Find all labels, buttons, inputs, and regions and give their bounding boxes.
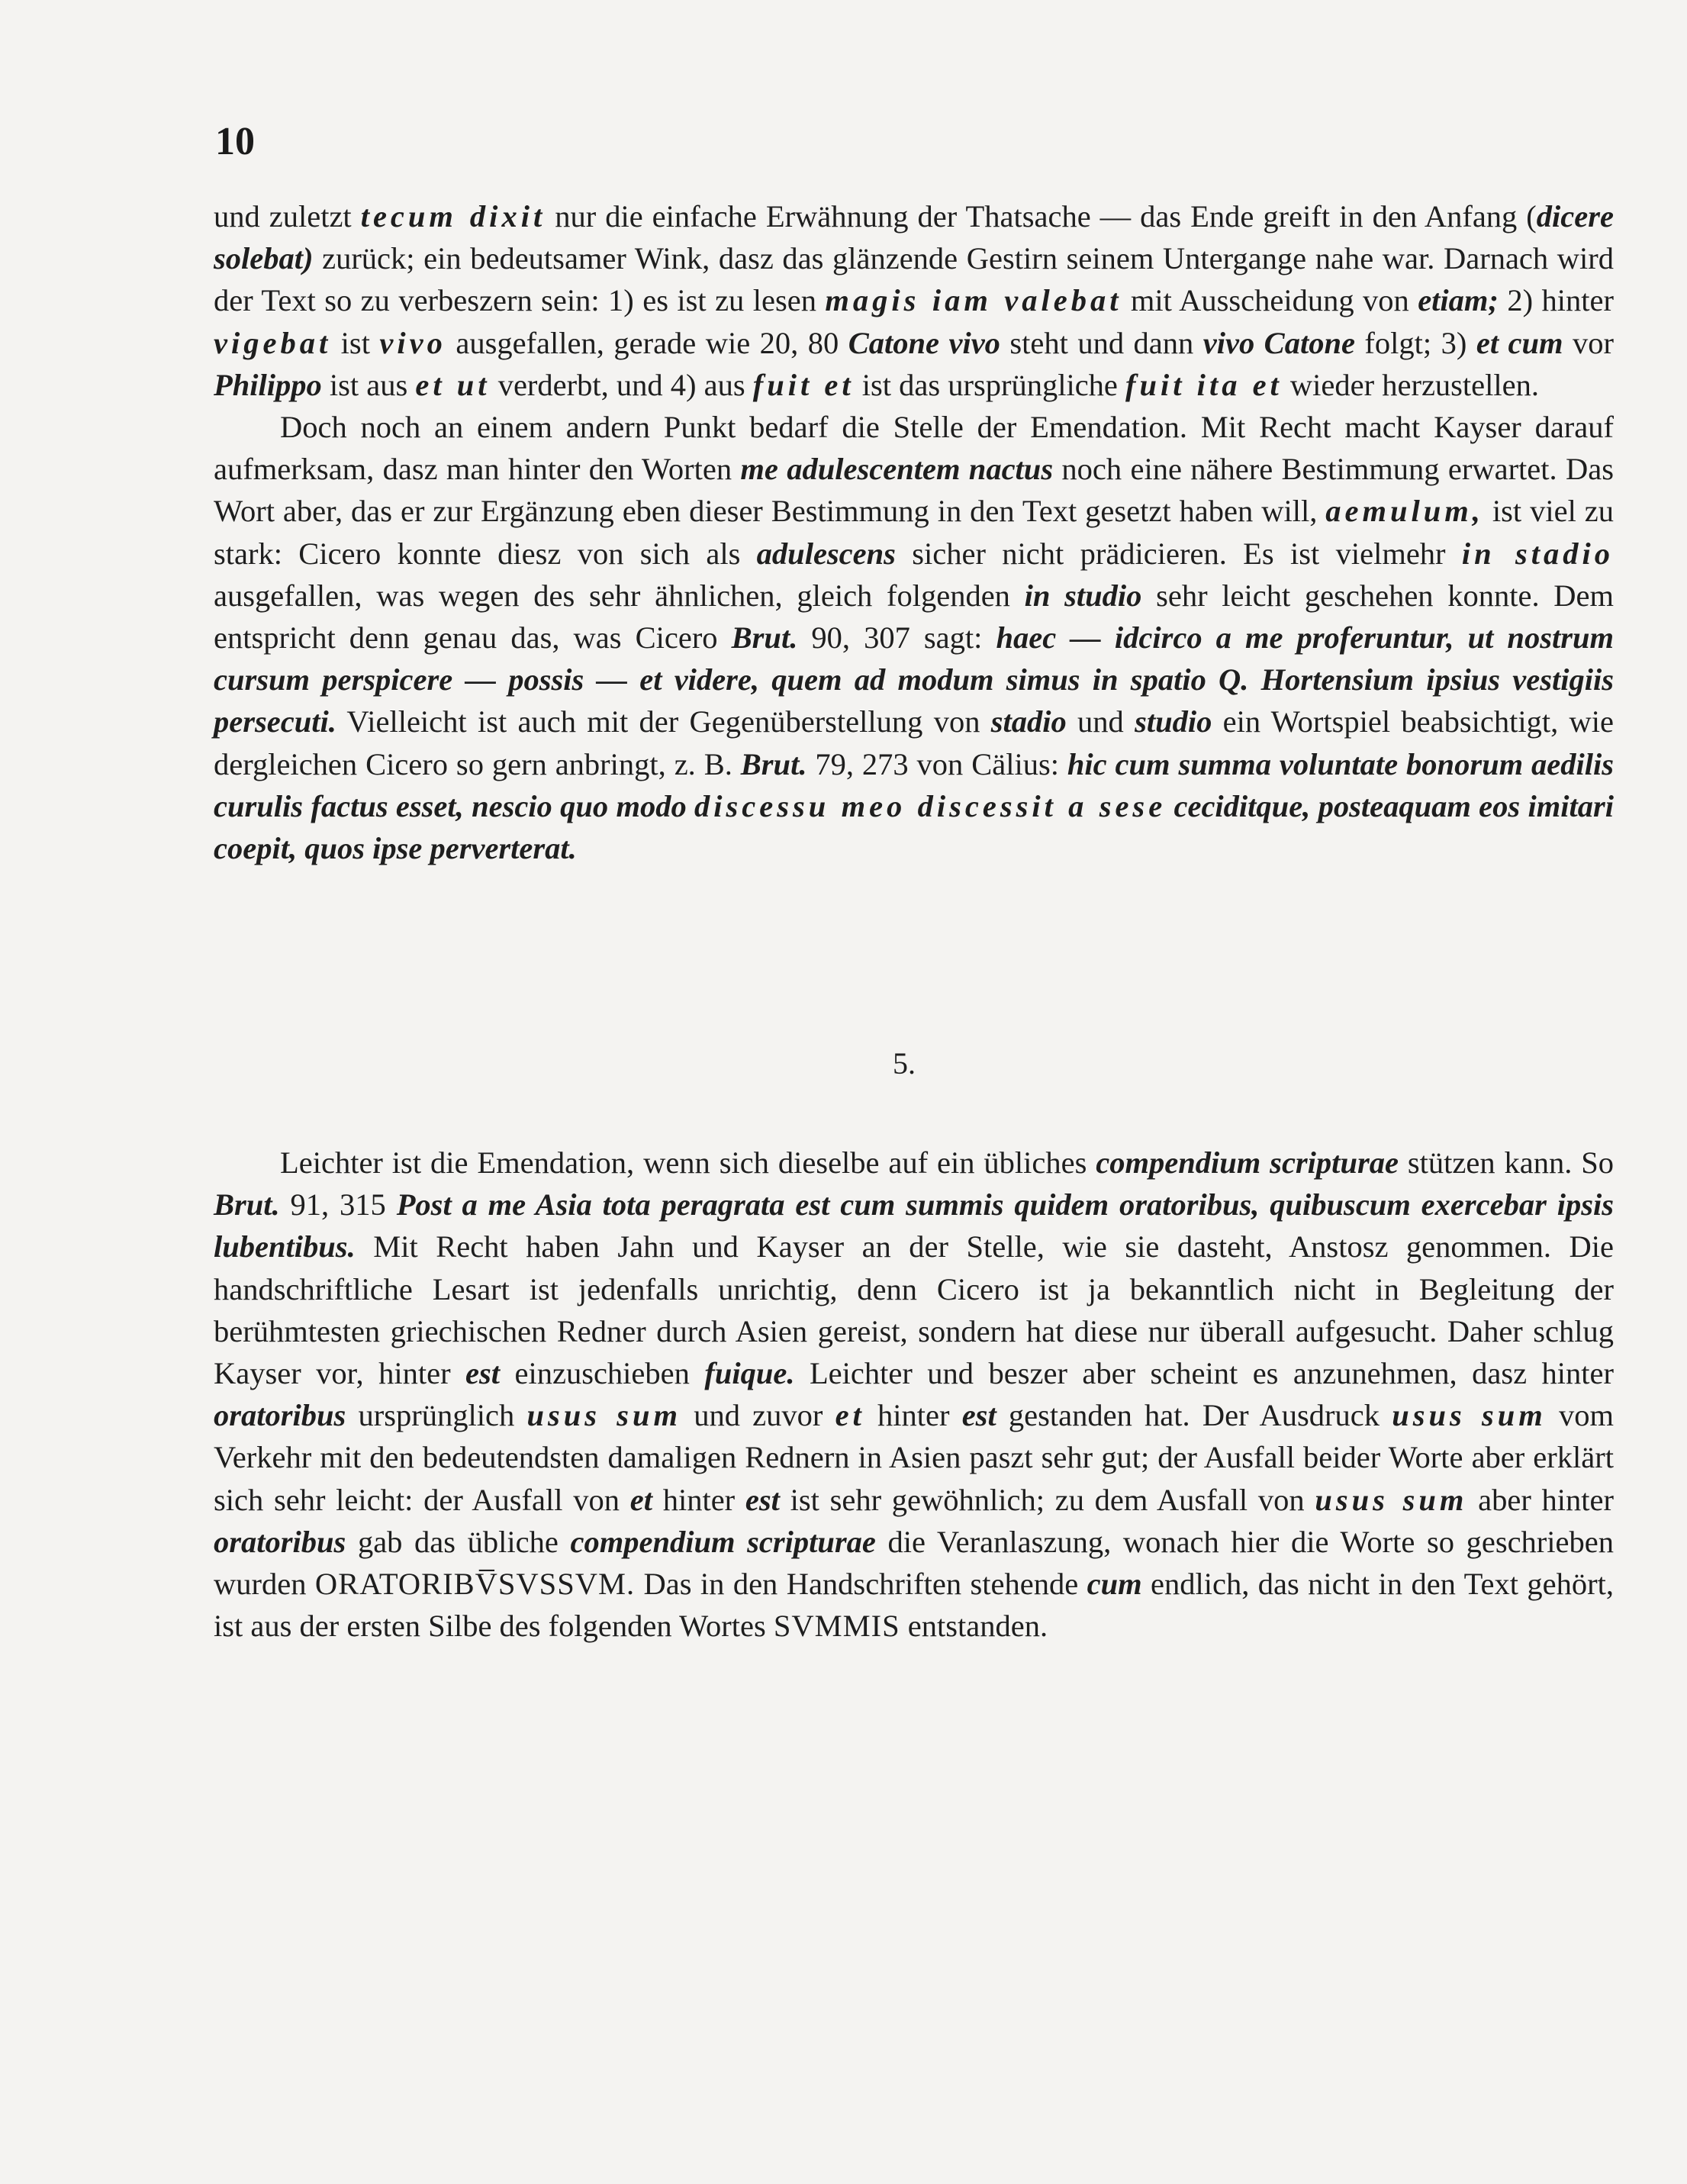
text-run: mit Ausscheidung von bbox=[1122, 283, 1418, 318]
latin-quote: compendium scripturae bbox=[570, 1524, 876, 1559]
text-run: stützen kann. So bbox=[1398, 1145, 1614, 1180]
text-run: Mit Recht haben Jahn und Kayser an der Stelle, wie sie dasteht, Anstosz genommen. Die handschriftliche Lesart ist jedenfalls unrichtig, denn Cicero ist ja bekanntlich nicht in Begleitung der berühmtesten griechischen Redner durch Asien gereist, sondern hat diese nur überall aufgesucht. Daher schlug Kayser vor, hinter bbox=[214, 1229, 1614, 1391]
text-run: ausgefallen, was wegen des sehr ähnlichen, gleich folgenden bbox=[214, 578, 1025, 613]
text-run: ist das ursprüngliche bbox=[854, 367, 1126, 402]
text-run: und zuletzt bbox=[214, 199, 361, 234]
text-run: ist aus bbox=[321, 367, 416, 402]
citation: Brut. bbox=[740, 746, 807, 781]
text-run: Leichter ist die Emendation, wenn sich dieselbe auf ein übliches bbox=[280, 1145, 1096, 1180]
text-run: und zuvor bbox=[681, 1398, 835, 1433]
text-run: 90, 307 sagt: bbox=[797, 620, 996, 656]
latin-quote: usus sum bbox=[1392, 1398, 1547, 1433]
latin-quote: vivo Catone bbox=[1202, 325, 1355, 360]
latin-quote: et bbox=[835, 1398, 865, 1433]
text-run: endlich, das nicht in den Text gehört, ist aus der ersten Silbe des folgenden Wortes bbox=[214, 1567, 1614, 1644]
paragraph bbox=[214, 1142, 1614, 1647]
text-run: und bbox=[1066, 704, 1135, 739]
paragraph bbox=[214, 406, 1614, 869]
latin-quote: dicere solebat) bbox=[214, 199, 1614, 276]
text-run: wieder herzustellen. bbox=[1282, 367, 1540, 402]
latin-quote: Philippo bbox=[214, 367, 322, 402]
latin-quote: ceciditque, posteaquam eos imitari coepit, quos ipse perverterat. bbox=[214, 788, 1614, 866]
text-run: gestanden hat. Der Ausdruck bbox=[996, 1398, 1392, 1433]
section-number: 5. bbox=[893, 1046, 916, 1081]
text-run: entstanden. bbox=[900, 1609, 1048, 1644]
latin-quote: Catone vivo bbox=[848, 325, 1000, 360]
latin-quote: hic cum summa voluntate bonorum aedilis curulis factus esset, nescio quo modo bbox=[214, 746, 1615, 823]
text-run: Doch noch an einem andern Punkt bedarf die Stelle der Emendation. Mit Recht macht Kayser darauf aufmerksam, dasz man hinter den Worten bbox=[214, 410, 1614, 487]
text-run: 2) hinter bbox=[1498, 283, 1614, 318]
text-run: ist bbox=[331, 325, 380, 360]
latin-quote: oratoribus bbox=[214, 1398, 346, 1433]
latin-quote: compendium scripturae bbox=[1096, 1145, 1399, 1180]
text-run: aber hinter bbox=[1467, 1482, 1615, 1517]
latin-quote: oratoribus bbox=[214, 1524, 346, 1559]
latin-quote: haec — idcirco a me proferuntur, ut nostrum cursum perspicere — possis — et videre, quem ad modum simus in spatio Q. Hortensium ipsius vestigiis persecuti. bbox=[214, 620, 1615, 739]
latin-quote: stadio bbox=[990, 704, 1067, 739]
text-run: gab das übliche bbox=[346, 1524, 571, 1559]
text-run: 91, 315 bbox=[279, 1187, 397, 1222]
manuscript-capitals: ORATORIBV̅SVSSVM. bbox=[314, 1567, 636, 1602]
latin-quote: studio bbox=[1135, 704, 1212, 739]
text-run: ist viel zu stark: Cicero konnte diesz von sich als bbox=[214, 494, 1614, 571]
page-number: 10 bbox=[215, 120, 255, 163]
latin-quote: cum bbox=[1087, 1567, 1142, 1602]
latin-quote: fuique. bbox=[704, 1356, 795, 1391]
text-run: ein Wortspiel beabsichtigt, wie dergleichen Cicero so gern anbringt, z. B. bbox=[214, 704, 1614, 781]
latin-quote: et bbox=[629, 1482, 652, 1517]
latin-quote: Post a me Asia tota peragrata est cum summis quidem oratoribus, quibuscum exercebar ipsis lubentibus. bbox=[214, 1187, 1615, 1264]
latin-quote: in stadio bbox=[1461, 536, 1614, 571]
latin-quote: vivo bbox=[379, 325, 446, 360]
latin-quote: et cum bbox=[1476, 325, 1563, 360]
text-run: zurück; ein bedeutsamer Wink, dasz das glänzende Gestirn seinem Untergange nahe war. Darnach wird der Text so zu verbeszern sein: 1) es ist zu lesen bbox=[214, 241, 1614, 318]
text-block-upper bbox=[214, 195, 1614, 869]
text-run: vor bbox=[1563, 325, 1614, 360]
latin-quote: et ut bbox=[415, 367, 491, 402]
latin-quote: est bbox=[465, 1356, 501, 1391]
latin-quote: est bbox=[745, 1482, 780, 1517]
latin-quote: usus sum bbox=[526, 1398, 681, 1433]
text-run: 79, 273 von Cälius: bbox=[806, 746, 1067, 781]
latin-quote: magis iam valebat bbox=[825, 283, 1122, 318]
text-run: sicher nicht prädicieren. Es ist vielmehr bbox=[895, 536, 1462, 571]
latin-quote: vigebat bbox=[214, 325, 332, 360]
citation: Brut. bbox=[731, 620, 798, 656]
latin-quote: fuit ita et bbox=[1125, 367, 1283, 402]
text-run: die Veranlaszung, wonach hier die Worte so geschrieben wurden bbox=[214, 1524, 1614, 1602]
text-run: vom Verkehr mit den bedeutendsten damaligen Rednern in Asien paszt sehr gut; der Ausfall beider Worte aber erklärt sich sehr leicht: der Ausfall von bbox=[214, 1398, 1614, 1517]
text-run: sehr leicht geschehen konnte. Dem entspricht denn genau das, was Cicero bbox=[214, 578, 1614, 656]
text-run: Das in den Handschriften stehende bbox=[635, 1567, 1087, 1602]
text-run: folgt; 3) bbox=[1354, 325, 1476, 360]
text-run: verderbt, und 4) aus bbox=[490, 367, 753, 402]
latin-quote: fuit et bbox=[752, 367, 855, 402]
text-run: ausgefallen, gerade wie 20, 80 bbox=[446, 325, 848, 360]
latin-quote: est bbox=[961, 1398, 996, 1433]
latin-quote: aemulum, bbox=[1325, 494, 1484, 529]
text-run: hinter bbox=[652, 1482, 745, 1517]
text-run: hinter bbox=[864, 1398, 962, 1433]
text-run: nur die einfache Erwähnung der Thatsache — das Ende greift in den Anfang ( bbox=[546, 199, 1537, 234]
latin-quote: me adulescentem nactus bbox=[740, 452, 1054, 487]
latin-quote: usus sum bbox=[1315, 1482, 1468, 1517]
text-run: noch eine nähere Bestimmung erwartet. Das Wort aber, das er zur Ergänzung eben dieser Bestimmung in den Text gesetzt haben will, bbox=[214, 452, 1614, 529]
latin-quote: tecum dixit bbox=[360, 199, 546, 234]
text-run: Leichter und beszer aber scheint es anzunehmen, dasz hinter bbox=[794, 1356, 1615, 1391]
latin-quote: adulescens bbox=[756, 536, 896, 571]
text-run bbox=[1166, 789, 1173, 823]
latin-quote: in studio bbox=[1024, 578, 1142, 613]
text-block-lower bbox=[214, 1142, 1614, 1647]
text-run: ist sehr gewöhnlich; zu dem Ausfall von bbox=[779, 1482, 1315, 1517]
manuscript-capitals: SVMMIS bbox=[773, 1609, 900, 1644]
text-run: Vielleicht ist auch mit der Gegenüberstellung von bbox=[336, 704, 991, 739]
latin-quote: etiam; bbox=[1418, 283, 1499, 318]
citation: Brut. bbox=[214, 1187, 280, 1222]
text-run: steht und dann bbox=[1000, 325, 1203, 360]
paragraph bbox=[214, 195, 1614, 406]
text-run: einzuschieben bbox=[500, 1356, 705, 1391]
text-run: ursprünglich bbox=[346, 1398, 527, 1433]
latin-quote: discessu meo discessit a sese bbox=[694, 788, 1167, 823]
